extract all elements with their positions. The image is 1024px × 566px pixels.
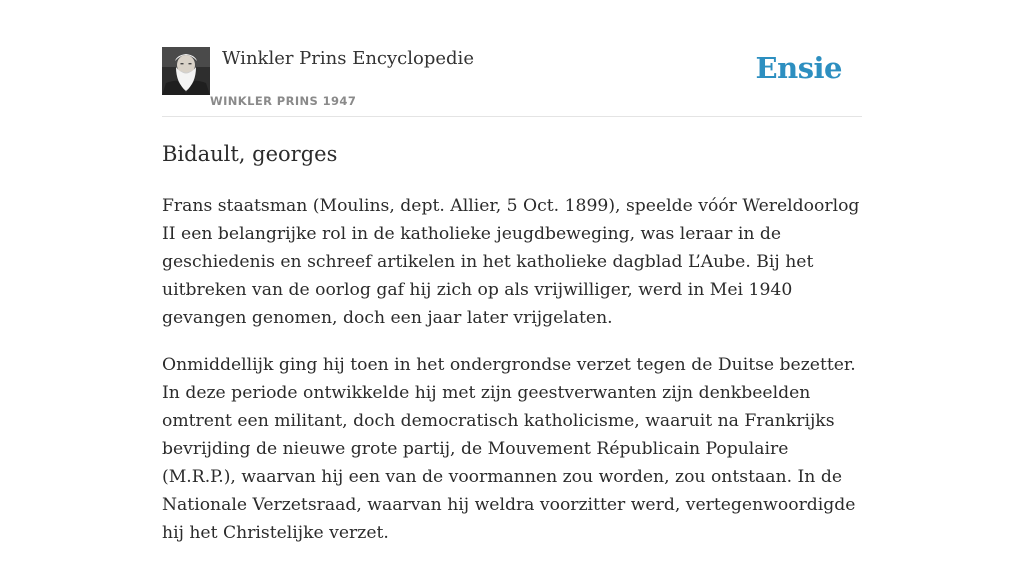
bearded-man-portrait-icon (162, 47, 210, 95)
edition-label[interactable]: WINKLER PRINS 1947 (210, 94, 357, 108)
avatar[interactable] (162, 47, 210, 95)
article-title: Bidault, georges (162, 142, 338, 166)
article-paragraph: Onmiddellijk ging hij toen in het ondergrondse verzet tegen de Duitse bezetter. In deze periode ontwikkelde hij met zijn geestverwanten zijn denkbeelden omtrent een militant, doch democratisch katholicisme, waaruit na Frankrijks bevrijding de nieuwe grote partij, de Mouvement Républicain Populaire (M.R.P.), waarvan hij een van de voormannen zou worden, zou ontstaan. In de Nationale Verzetsraad, waarvan hij weldra voorzitter werd, vertegenwoordigde hij het Christelijke verzet. (162, 355, 856, 543)
article-paragraph: Frans staatsman (Moulins, dept. Allier, 5 Oct. 1899), speelde vóór Wereldoorlog II een belangrijke rol in de katholieke jeugdbeweging, was leraar in de geschiedenis en schreef artikelen in het katholieke dagblad L’Aube. Bij het uitbreken van de oorlog gaf hij zich op als vrijwilliger, werd in Mei 1940 gevangen genomen, doch een jaar later vrijgelaten. (162, 196, 860, 328)
page-container (162, 0, 862, 543)
site-title[interactable]: Winkler Prins Encyclopedie (222, 48, 474, 69)
ensie-logo[interactable]: Ensie (755, 51, 842, 85)
article-body (162, 192, 862, 566)
site-header (162, 0, 862, 117)
